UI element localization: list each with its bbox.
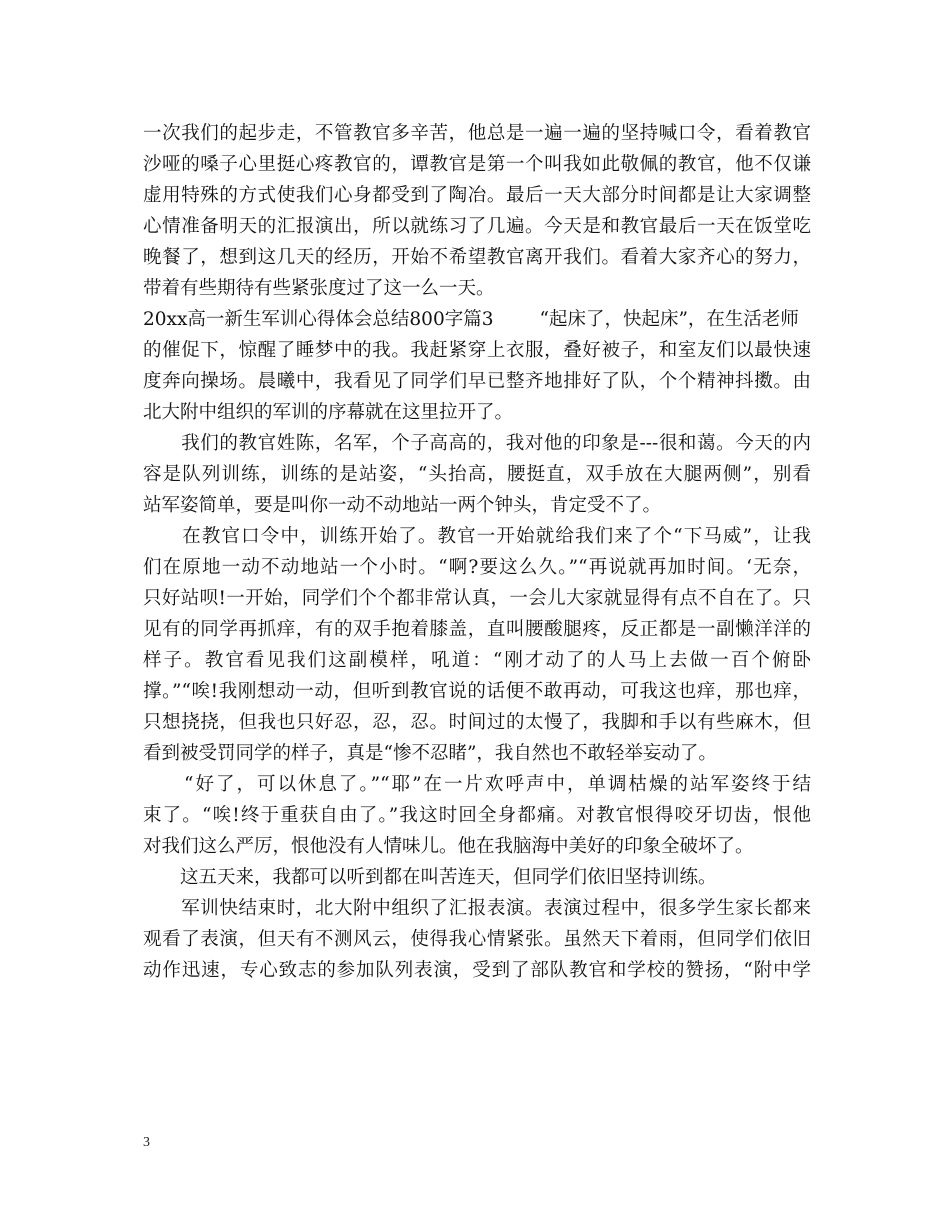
text-line: 们在原地一动不动地站一个小时。“啊?要这么久。”“再说就再加时间。‘无奈， <box>143 557 811 578</box>
text-line: 看到被受罚同学的样子，真是“惨不忍睹”，我自然也不敢轻举妄动了。 <box>143 743 717 764</box>
page-number: 3 <box>143 1135 150 1150</box>
text-line: 北大附中组织的军训的序幕就在这里拉开了。 <box>143 402 514 423</box>
section-heading: 20xx高一新生军训心得体会总结800字篇3 <box>143 309 494 330</box>
document-body <box>143 118 811 986</box>
text-line: 虚用特殊的方式使我们心身都受到了陶冶。最后一天大部分时间都是让大家调整 <box>143 185 811 206</box>
text-line: 晚餐了，想到这几天的经历，开始不希望教官离开我们。看着大家齐心的努力， <box>143 247 811 268</box>
text-line: 度奔向操场。晨曦中，我看见了同学们早已整齐地排好了队，个个精神抖擞。由 <box>143 371 811 392</box>
section-heading-line <box>143 304 811 335</box>
text-line: 只好站呗!一开始，同学们个个都非常认真，一会儿大家就显得有点不自在了。只 <box>143 588 811 609</box>
text-line: 容是队列训练，训练的是站姿，“头抬高，腰挺直，双手放在大腿两侧”，别看 <box>143 464 811 485</box>
text-line: 动作迅速，专心致志的参加队列表演，受到了部队教官和学校的赞扬，“附中学 <box>143 960 811 981</box>
text-line: 见有的同学再抓痒，有的双手抱着膝盖，直叫腰酸腿疼，反正都是一副懒洋洋的 <box>143 619 811 640</box>
text-line: 对我们这么严厉，恨他没有人情味儿。他在我脑海中美好的印象全破坏了。 <box>143 836 754 857</box>
text-line: 心情准备明天的汇报演出，所以就练习了几遍。今天是和教官最后一天在饭堂吃 <box>143 216 811 237</box>
text-line: 这五天来，我都可以听到都在叫苦连天，但同学们依旧坚持训练。 <box>143 867 717 888</box>
text-line: 样子。教官看见我们这副模样，吼道：“刚才动了的人马上去做一百个俯卧 <box>143 650 811 671</box>
text-line: “好了，可以休息了。”“耶”在一片欢呼声中，单调枯燥的站军姿终于结 <box>143 774 811 795</box>
text-line: 只想挠挠，但我也只好忍，忍，忍。时间过的太慢了，我脚和手以有些麻木，但 <box>143 712 811 733</box>
text-line: 束了。“唉!终于重获自由了。”我这时回全身都痛。对教官恨得咬牙切齿，恨他 <box>143 805 811 826</box>
text-line: 带着有些期待有些紧张度过了这一么一天。 <box>143 278 495 299</box>
text-line: 军训快结束时，北大附中组织了汇报表演。表演过程中，很多学生家长都来 <box>143 898 811 919</box>
text-line: 一次我们的起步走，不管教官多辛苦，他总是一遍一遍的坚持喊口令，看着教官 <box>143 123 811 144</box>
text-line: 沙哑的嗓子心里挺心疼教官的，谭教官是第一个叫我如此敬佩的教官，他不仅谦 <box>143 154 811 175</box>
text-line: 我们的教官姓陈，名军，个子高高的，我对他的印象是---很和蔼。今天的内 <box>143 433 811 454</box>
text-line: 撑。”“唉!我刚想动一动，但听到教官说的话便不敢再动，可我这也痒，那也痒， <box>143 681 811 702</box>
text-line: 站军姿简单，要是叫你一动不动地站一两个钟头，肯定受不了。 <box>143 495 662 516</box>
text-line: 观看了表演，但天有不测风云，使得我心情紧张。虽然天下着雨，但同学们依旧 <box>143 929 811 950</box>
heading-continuation-text: “起床了，快起床”，在生活老师 <box>539 309 799 330</box>
text-line: 在教官口令中，训练开始了。教官一开始就给我们来了个“下马威”，让我 <box>143 526 811 547</box>
text-line: 的催促下，惊醒了睡梦中的我。我赶紧穿上衣服，叠好被子，和室友们以最快速 <box>143 340 811 361</box>
